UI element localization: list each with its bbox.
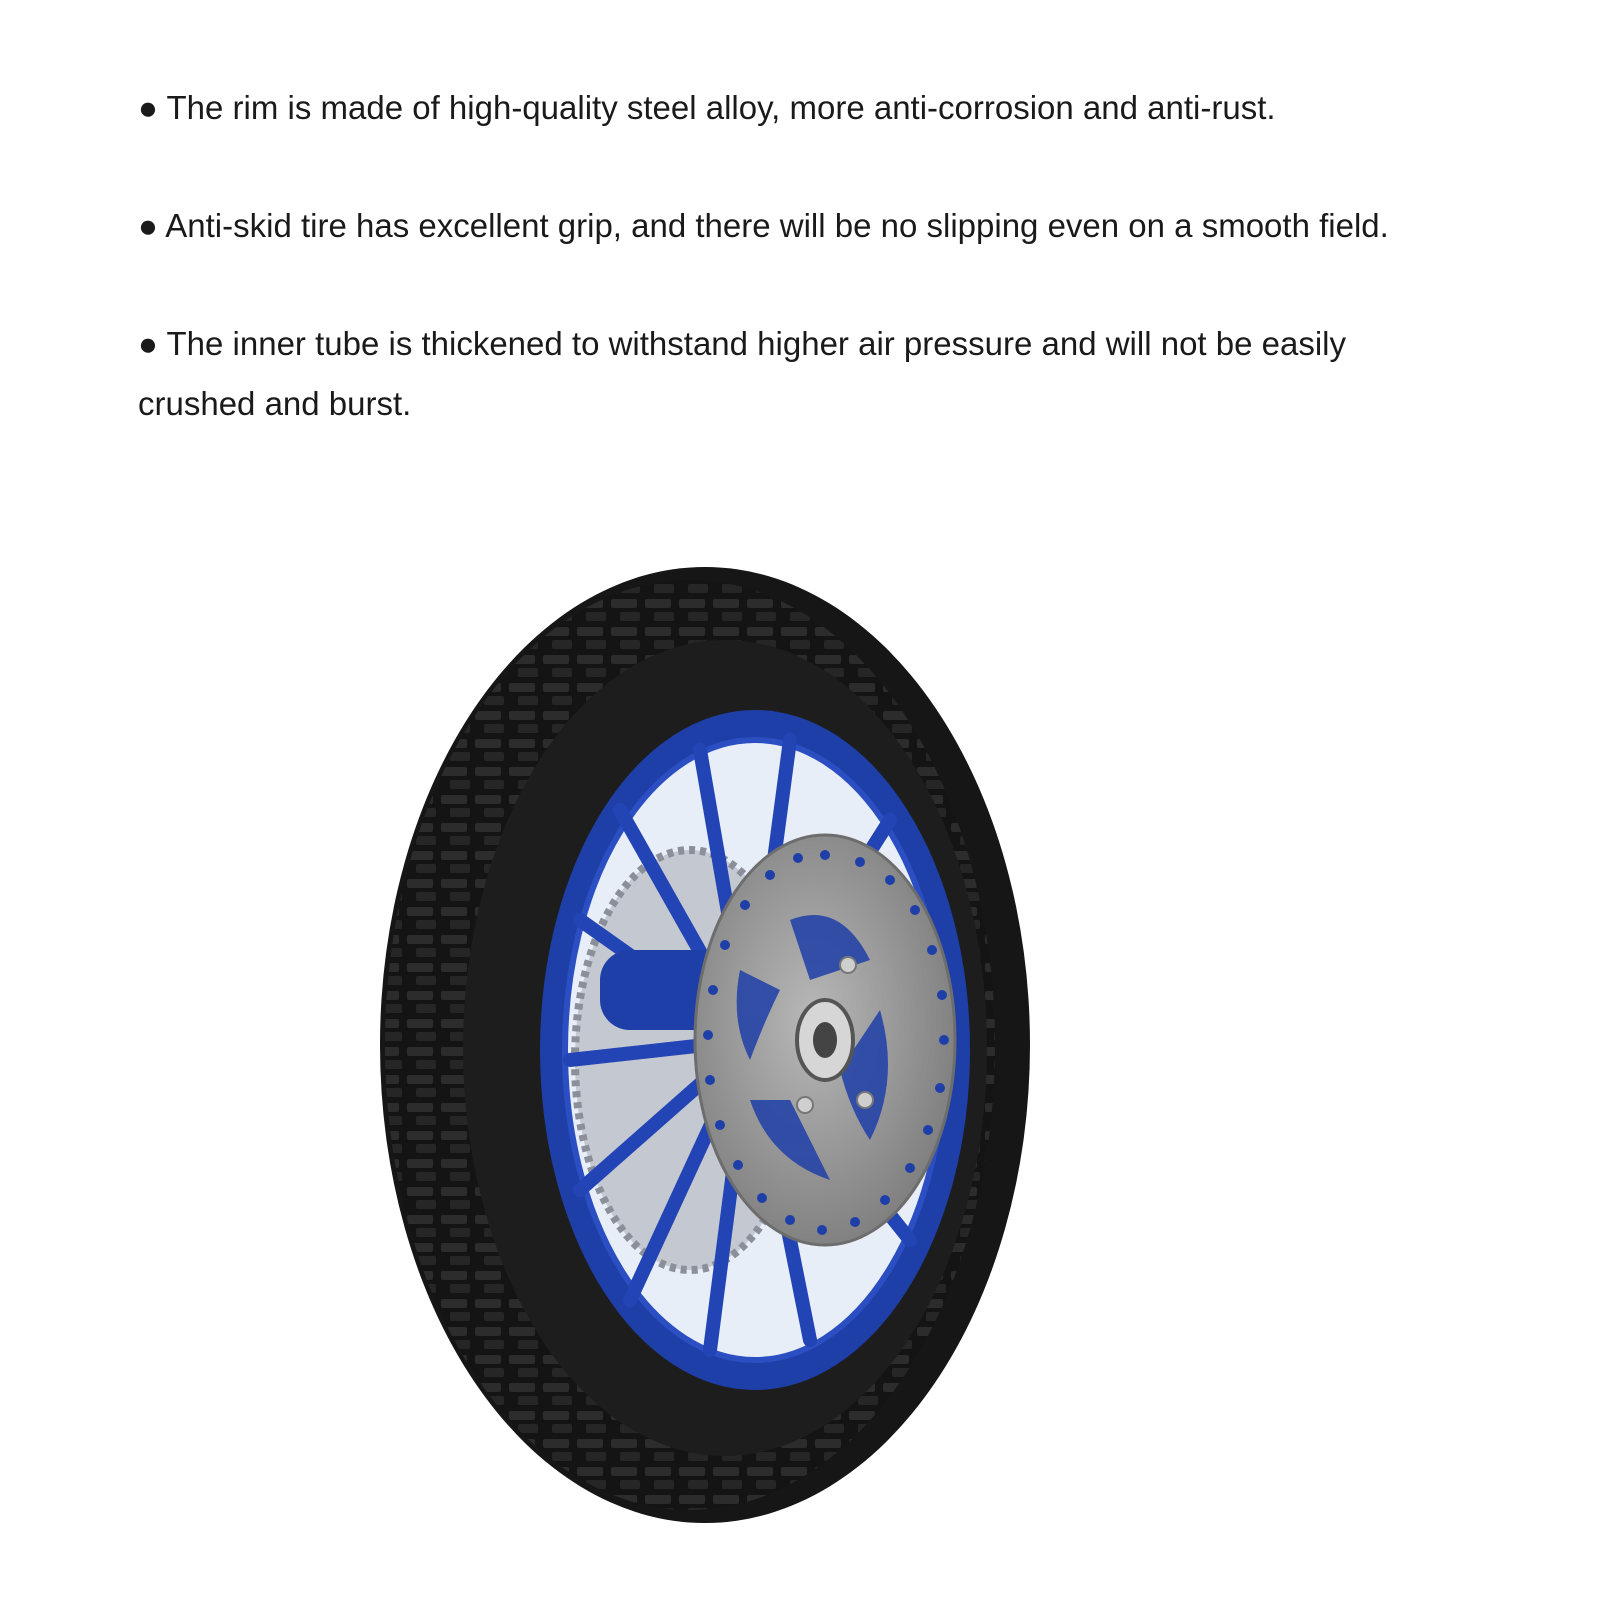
feature-list [138, 78, 1438, 492]
feature-text: ● The inner tube is thickened to withstand higher air pressure and will not be easily crushed and burst. [138, 325, 1346, 422]
feature-text: ● Anti-skid tire has excellent grip, and there will be no slipping even on a smooth field. [138, 207, 1389, 244]
wheel-product-photo [370, 540, 1070, 1560]
feature-item [138, 196, 1438, 256]
feature-item [138, 78, 1438, 138]
feature-text: ● The rim is made of high-quality steel alloy, more anti-corrosion and anti-rust. [138, 89, 1276, 126]
wheel-illustration [370, 540, 1070, 1560]
feature-item [138, 314, 1438, 434]
